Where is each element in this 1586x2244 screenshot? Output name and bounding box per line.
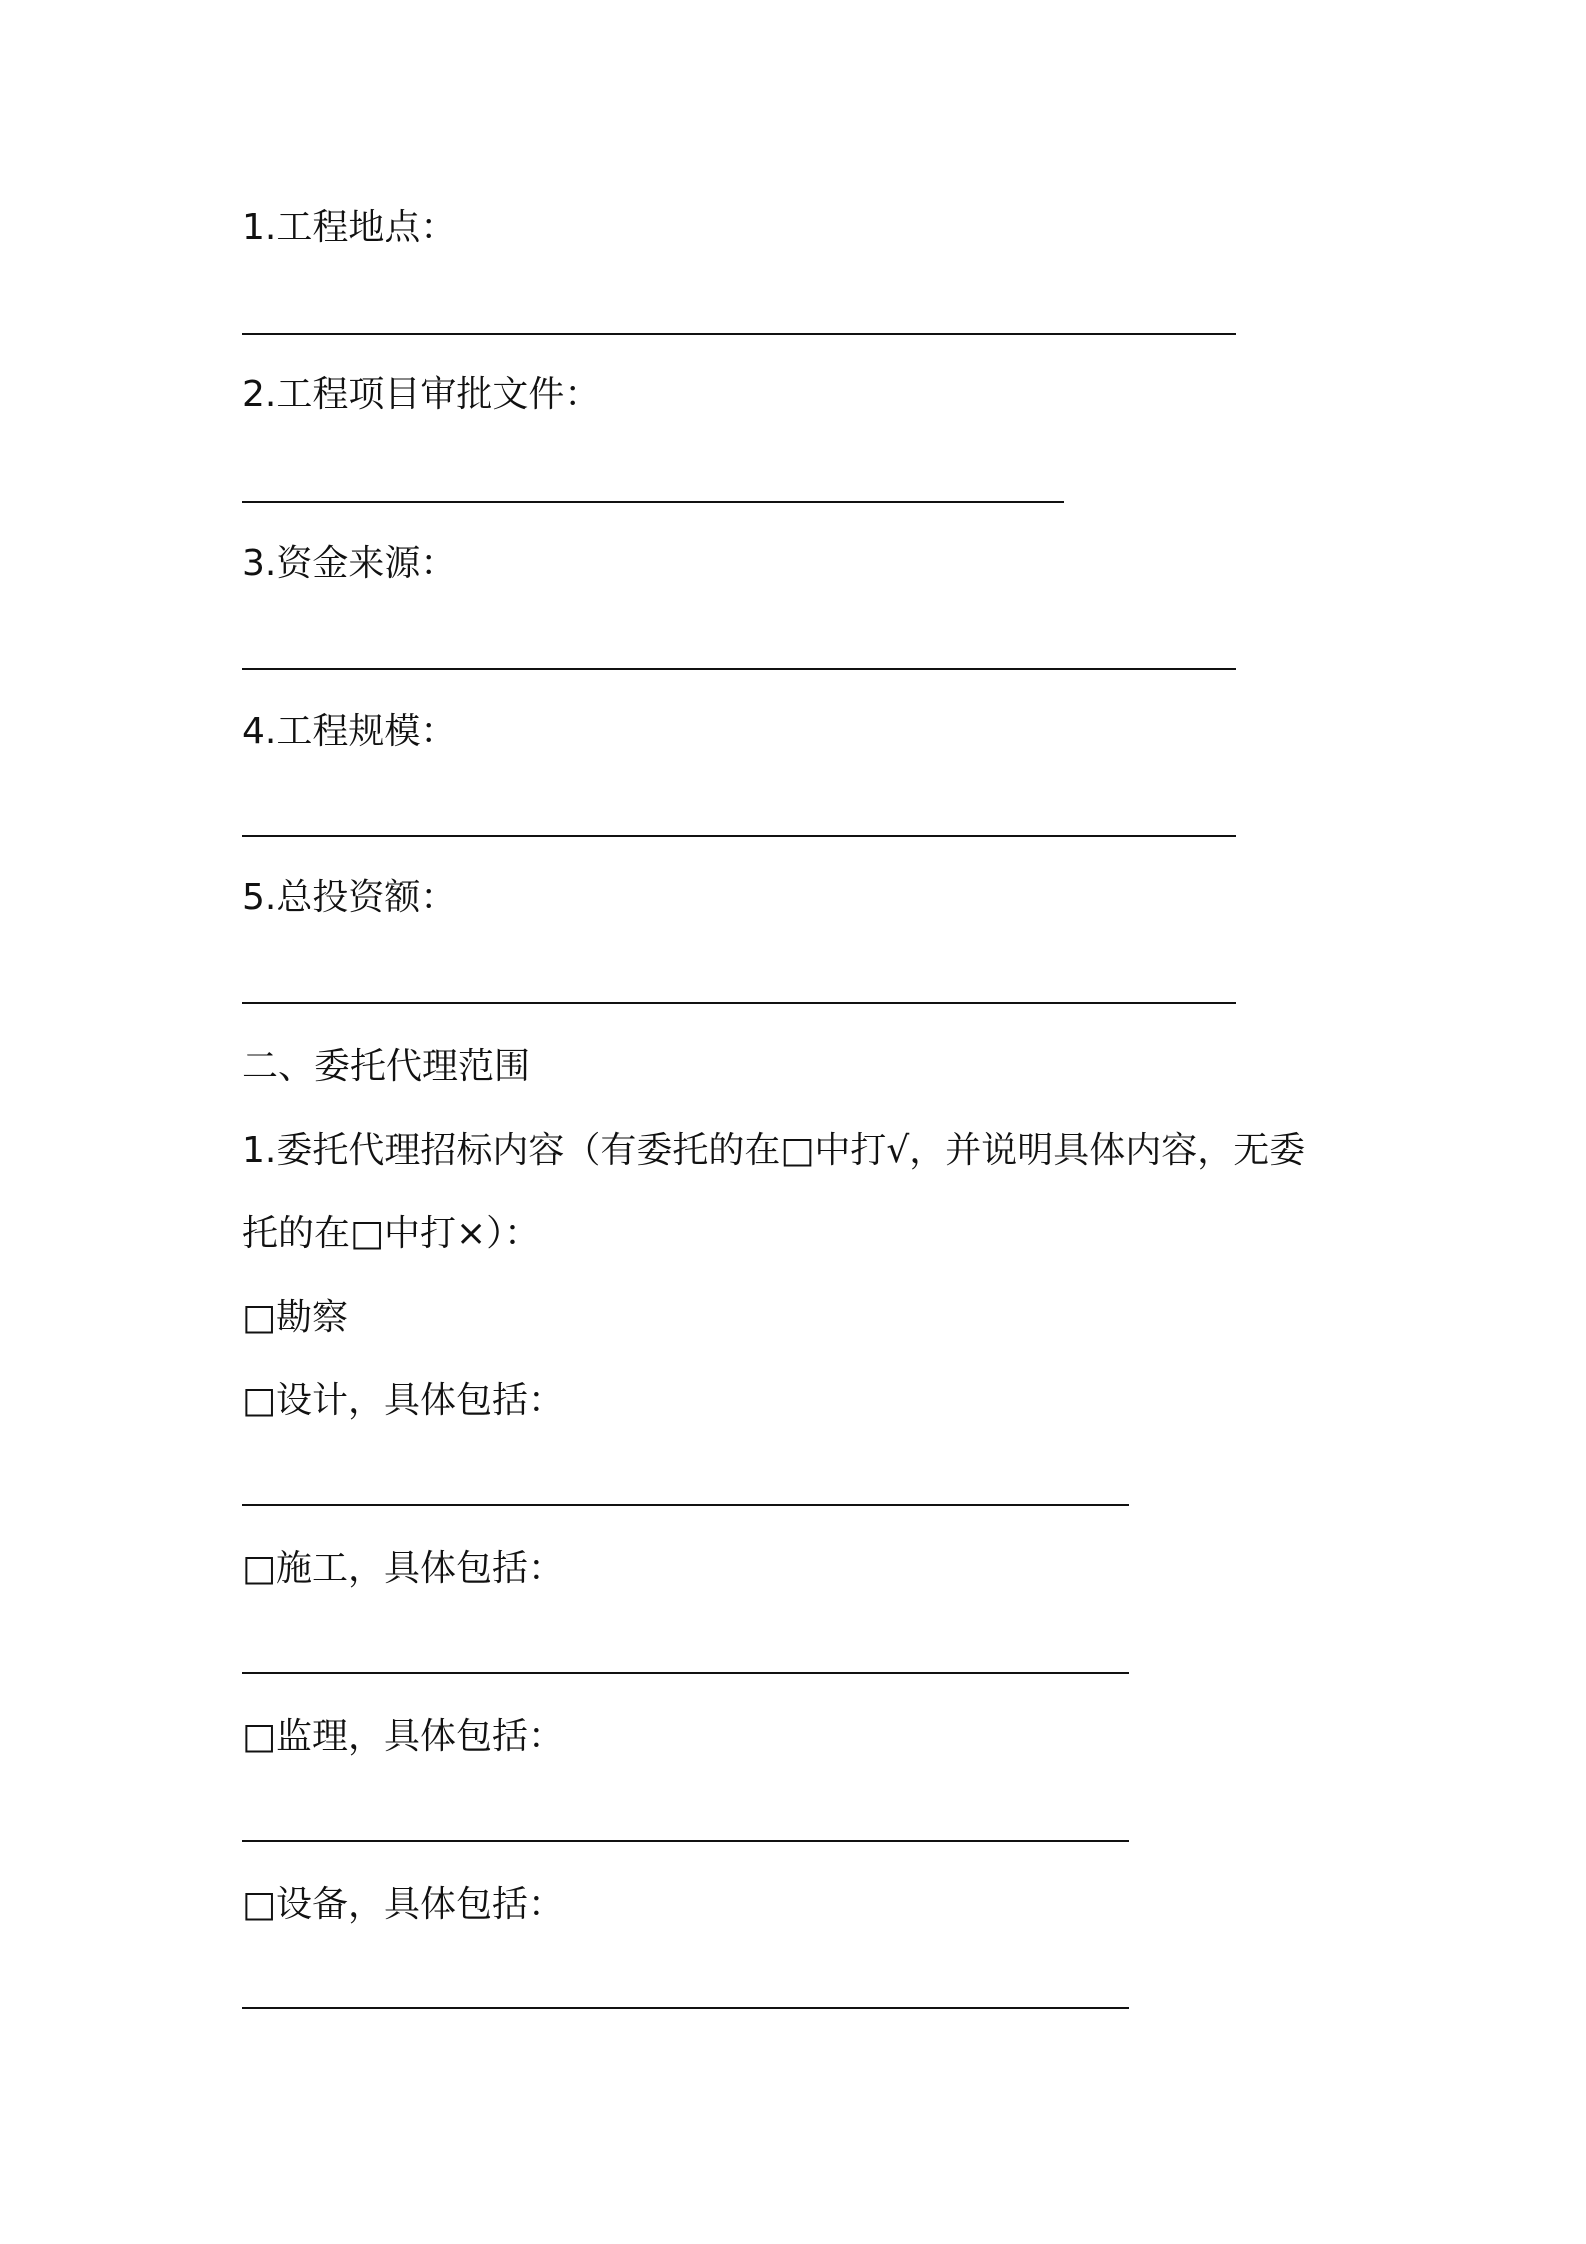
- blank-line-project-location: [242, 333, 1236, 335]
- option-label: 设备，具体包括：: [276, 1884, 565, 1925]
- blank-line-total-investment: [242, 1002, 1236, 1004]
- checkbox-icon: □: [242, 1380, 277, 1421]
- blank-line-approval-documents: [242, 501, 1064, 503]
- option-construction: [242, 1544, 564, 1594]
- option-design: [242, 1376, 564, 1426]
- instruction-text-line-2: 托的在□中打×）：: [242, 1213, 541, 1254]
- option-label: 施工，具体包括：: [276, 1548, 565, 1589]
- section-heading-scope: 二、委托代理范围: [242, 1046, 531, 1087]
- field-funding-source-label: 3.资金来源：: [242, 543, 457, 584]
- option-equipment: [242, 1880, 564, 1930]
- option-supervision: [242, 1712, 564, 1762]
- option-survey: [242, 1293, 348, 1343]
- option-label: 勘察: [276, 1297, 349, 1338]
- field-project-scale-label: 4.工程规模：: [242, 711, 457, 752]
- blank-line-construction: [242, 1672, 1129, 1674]
- checkbox-icon: □: [242, 1716, 277, 1757]
- checkbox-icon: □: [242, 1297, 277, 1338]
- option-label: 监理，具体包括：: [276, 1716, 565, 1757]
- field-approval-documents-label: 2.工程项目审批文件：: [242, 374, 601, 415]
- checkbox-icon: □: [242, 1884, 277, 1925]
- field-total-investment-label: 5.总投资额：: [242, 877, 457, 918]
- blank-line-supervision: [242, 1840, 1129, 1842]
- checkbox-icon: □: [242, 1548, 277, 1589]
- option-label: 设计，具体包括：: [276, 1380, 565, 1421]
- blank-line-project-scale: [242, 835, 1236, 837]
- field-project-location-label: 1.工程地点：: [242, 207, 457, 248]
- blank-line-funding-source: [242, 668, 1236, 670]
- instruction-text-line-1: 1.委托代理招标内容（有委托的在□中打√，并说明具体内容，无委: [242, 1130, 1306, 1171]
- blank-line-design: [242, 1504, 1129, 1506]
- blank-line-equipment: [242, 2007, 1129, 2009]
